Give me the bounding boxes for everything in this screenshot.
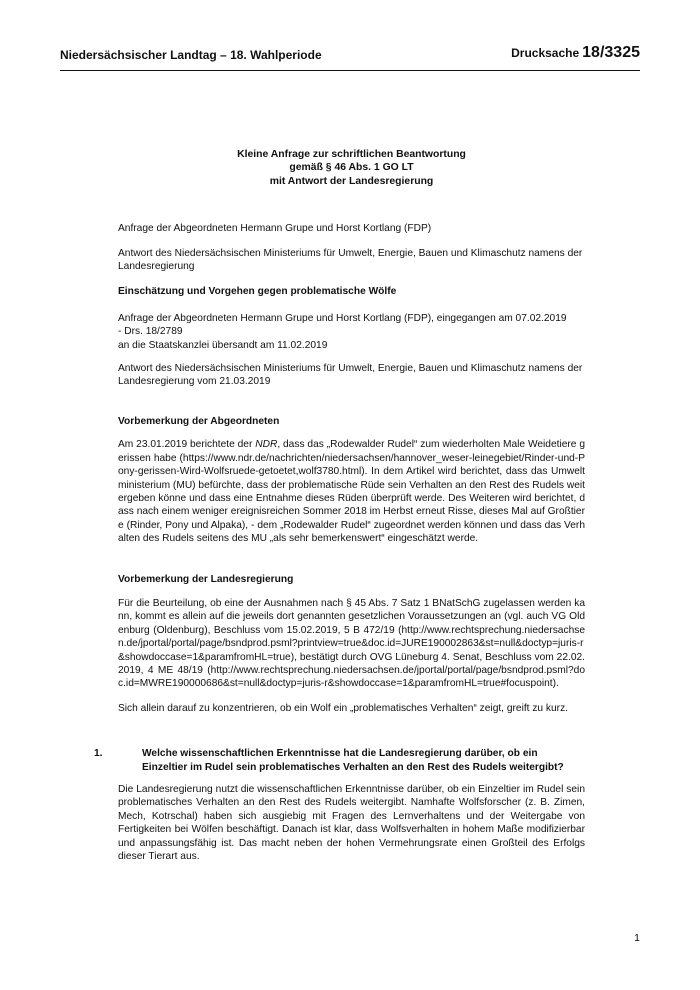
drucksache-label: Drucksache: [511, 46, 580, 60]
subject-heading: Einschätzung und Vorgehen gegen problematische Wölfe: [118, 286, 397, 298]
drucksache-number: 18/3325: [582, 44, 640, 61]
document-body: [94, 148, 585, 863]
vorbemerkung-abgeordnete-heading: Vorbemerkung der Abgeordneten: [118, 415, 280, 427]
details-anfrage-line1: Anfrage der Abgeordneten Hermann Grupe und Horst Kortlang (FDP), eingegangen am 07.02.2019: [118, 312, 567, 324]
title-line-3: mit Antwort der Landesregierung: [269, 175, 434, 187]
details-anfrage-line3: an die Staatskanzlei übersandt am 11.02.2019: [118, 339, 328, 351]
page-header: [60, 44, 640, 68]
title-line-1: Kleine Anfrage zur schriftlichen Beantwortung: [237, 149, 466, 160]
question-1-text: Welche wissenschaftlichen Erkenntnisse hat die Landesregierung darüber, ob ein Einzeltier im Rudel sein problematisches Verhalten an den Rest des Rudels weitergibt?: [142, 748, 564, 773]
vorbemerkung-text-pre: Am 23.01.2019 berichtete der: [118, 439, 256, 451]
title-line-2: gemäß § 46 Abs. 1 GO LT: [289, 162, 414, 174]
vorbemerkung-landesregierung-text2: Sich allein darauf zu konzentrieren, ob ein Wolf ein „problematisches Verhalten“ zeigt, greift zu kurz.: [118, 702, 568, 714]
question-1-number: 1.: [94, 748, 103, 760]
intro-antwort: Antwort des Niedersächsischen Ministeriums für Umwelt, Energie, Bauen und Klimaschutz namens der Landesregierung: [118, 247, 583, 273]
vorbemerkung-landesregierung-heading: Vorbemerkung der Landesregierung: [118, 573, 294, 585]
header-drucksache: [511, 44, 640, 62]
details-antwort: Antwort des Niedersächsischen Ministeriums für Umwelt, Energie, Bauen und Klimaschutz namens der Landesregierung vom 21.03.2019: [118, 363, 583, 388]
details-anfrage-line2: - Drs. 18/2789: [118, 326, 183, 338]
ndr-name: NDR: [255, 439, 278, 451]
vorbemerkung-landesregierung-text: Für die Beurteilung, ob eine der Ausnahmen nach § 45 Abs. 7 Satz 1 BNatSchG zugelassen werden kann, kommt es allein auf die jeweils dort genannten gesetzlichen Voraussetzungen an (vgl. auch VG Oldenburg (Oldenburg), Beschluss vom 15.02.2019, 5 B 472/19 (http://www.rechtsprechung.niedersachsen.de/jportal/portal/page/bsndprod.psml?printview=true&doc.id=JURE190002863&st=null&doctyp=juris-r&showdoccase=1&paramfromHL=true), bestätigt durch OVG Lüneburg 4. Senat, Beschluss vom 22.02.2019, 4 ME 48/19 (http://www.rechtsprechung.niedersachsen.de/jportal/portal/page/bsndprod.psml?doc.id=MWRE190000686&st=null&doctyp=juris-r&showdoccase=1&paramfromHL=true#focuspoint).: [118, 597, 585, 690]
vorbemerkung-abgeordnete-text: [118, 438, 585, 545]
vorbemerkung-text-post: , dass das „Rodewalder Rudel“ zum wiederholten Male Weidetiere gerissen habe (https://www.ndr.de/nachrichten/niedersachsen/hannover_weser-leinegebiet/Rinder-und-Pony-gerissen-Wird-Wolfsruede-getoetet,wolf3780.html). In dem Artikel wird berichtet, dass das Umweltministerium (MU) befürchte, dass der problematische Rüde sein Verhalten an den Rest des Rudels weitergeben könne und dass eine Entnahme dieses Rüden überprüft werde. Des Weiteren wird berichtet, dass nach einem weniger ereignisreichen Sommer 2018 im Herbst erneut Risse, dieses Mal auf Großtiere (Rinder, Pony und Alpaka), - dem „Rodewalder Rudel“ zugeordnet werden können und dass das Verhalten des Rudels seitens des MU „als sehr bemerkenswert“ eingeschätzt werde.: [118, 439, 585, 545]
question-1: [94, 747, 585, 774]
page-number: 1: [634, 932, 640, 944]
intro-anfrage: Anfrage der Abgeordneten Hermann Grupe und Horst Kortlang (FDP): [118, 223, 432, 235]
header-rule: [60, 70, 640, 71]
header-parliament: Niedersächsischer Landtag – 18. Wahlperiode: [60, 48, 322, 62]
answer-1: Die Landesregierung nutzt die wissenschaftlichen Erkenntnisse darüber, ob ein Einzeltier im Rudel sein problematisches Verhalten an den Rest des Rudels weitergibt. Namhafte Wolfsforscher (z. B. Zimen, Mech, Kotrschal) haben sich ausgiebig mit Fragen des Lernverhaltens und der Weitergabe von Fertigkeiten bei Wölfen beschäftigt. Danach ist klar, dass Wolfsverhalten in hohem Maße modifizierbar und anpassungsfähig ist. Das macht neben der hohen Vermehrungsrate einen Großteil des Erfolgs dieser Tierart aus.: [118, 784, 585, 863]
